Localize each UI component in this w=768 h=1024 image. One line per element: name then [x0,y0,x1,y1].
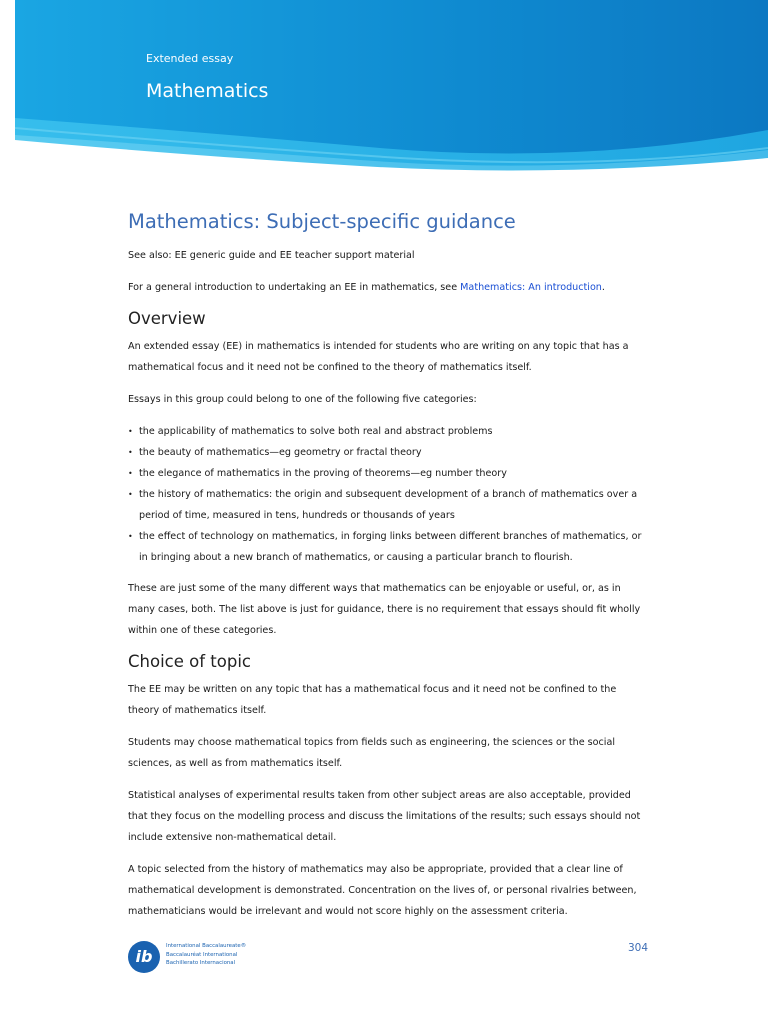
ib-logo-mark: ib [128,941,160,973]
header-wave-graphic [0,0,768,180]
choice-paragraph-1: The EE may be written on any topic that has a mathematical focus and it need not be confined to the theory of mathematics itself. [128,684,617,716]
category-item: • the elegance of mathematics in the proving of theorems—eg number theory [128,463,648,484]
overview-paragraph-2: Essays in this group could belong to one of the following five categories: [128,394,477,405]
overview-paragraph-1: An extended essay (EE) in mathematics is intended for students who are writing on any topic that has a mathematical focus and it need not be confined to the theory of mathematics itself. [128,341,629,373]
overview-paragraph-3: These are just some of the many different ways that mathematics can be enjoyable or useful, or, as in many cases, both. The list above is just for guidance, there is no requirement that essays should fit wholly within one of these categories. [128,583,641,636]
choice-heading: Choice of topic [128,652,251,671]
header-subtitle: Extended essay [146,52,234,65]
category-list [128,421,648,568]
header-title: Mathematics [146,80,269,102]
category-item: • the history of mathematics: the origin and subsequent development of a branch of mathematics over a period of time, measured in tens, hundreds or thousands of years [128,484,648,526]
page-title: Mathematics: Subject-specific guidance [128,210,516,233]
header-banner [0,0,768,180]
ib-logo-line: Baccalauréat International [166,951,238,958]
intro-prefix: For a general introduction to undertaking an EE in mathematics, see [128,282,461,293]
category-item: • the applicability of mathematics to solve both real and abstract problems [128,421,648,442]
intro-paragraph [128,277,648,298]
choice-paragraph-3: Statistical analyses of experimental results taken from other subject areas are also acceptable, provided that they focus on the modelling process and discuss the limitations of the results; such essays should not include extensive non-mathematical detail. [128,790,641,843]
page-number: 304 [628,942,649,954]
ib-logo-text [166,942,246,968]
choice-paragraph-2: Students may choose mathematical topics from fields such as engineering, the sciences or the social sciences, as well as from mathematics itself. [128,737,615,769]
see-also-text: See also: EE generic guide and EE teacher support material [128,250,415,261]
category-item: • the beauty of mathematics—eg geometry or fractal theory [128,442,648,463]
overview-heading: Overview [128,309,206,328]
choice-paragraph-4: A topic selected from the history of mathematics may also be appropriate, provided that a clear line of mathematical development is demonstrated. Concentration on the lives of, or personal rivalries between, mathematicians would be irrelevant and would not score highly on the assessment criteria. [128,864,637,917]
ib-logo-line: Bachillerato Internacional [166,960,236,967]
intro-link[interactable]: Mathematics: An introduction [460,282,602,293]
intro-suffix: . [601,282,605,293]
ib-logo-line: International Baccalaureate® [166,943,247,949]
category-item: • the effect of technology on mathematics, in forging links between different branches of mathematics, or in bringing about a new branch of mathematics, or causing a particular branch to flourish. [128,526,648,568]
ib-logo [128,938,268,978]
main-content [128,210,648,933]
